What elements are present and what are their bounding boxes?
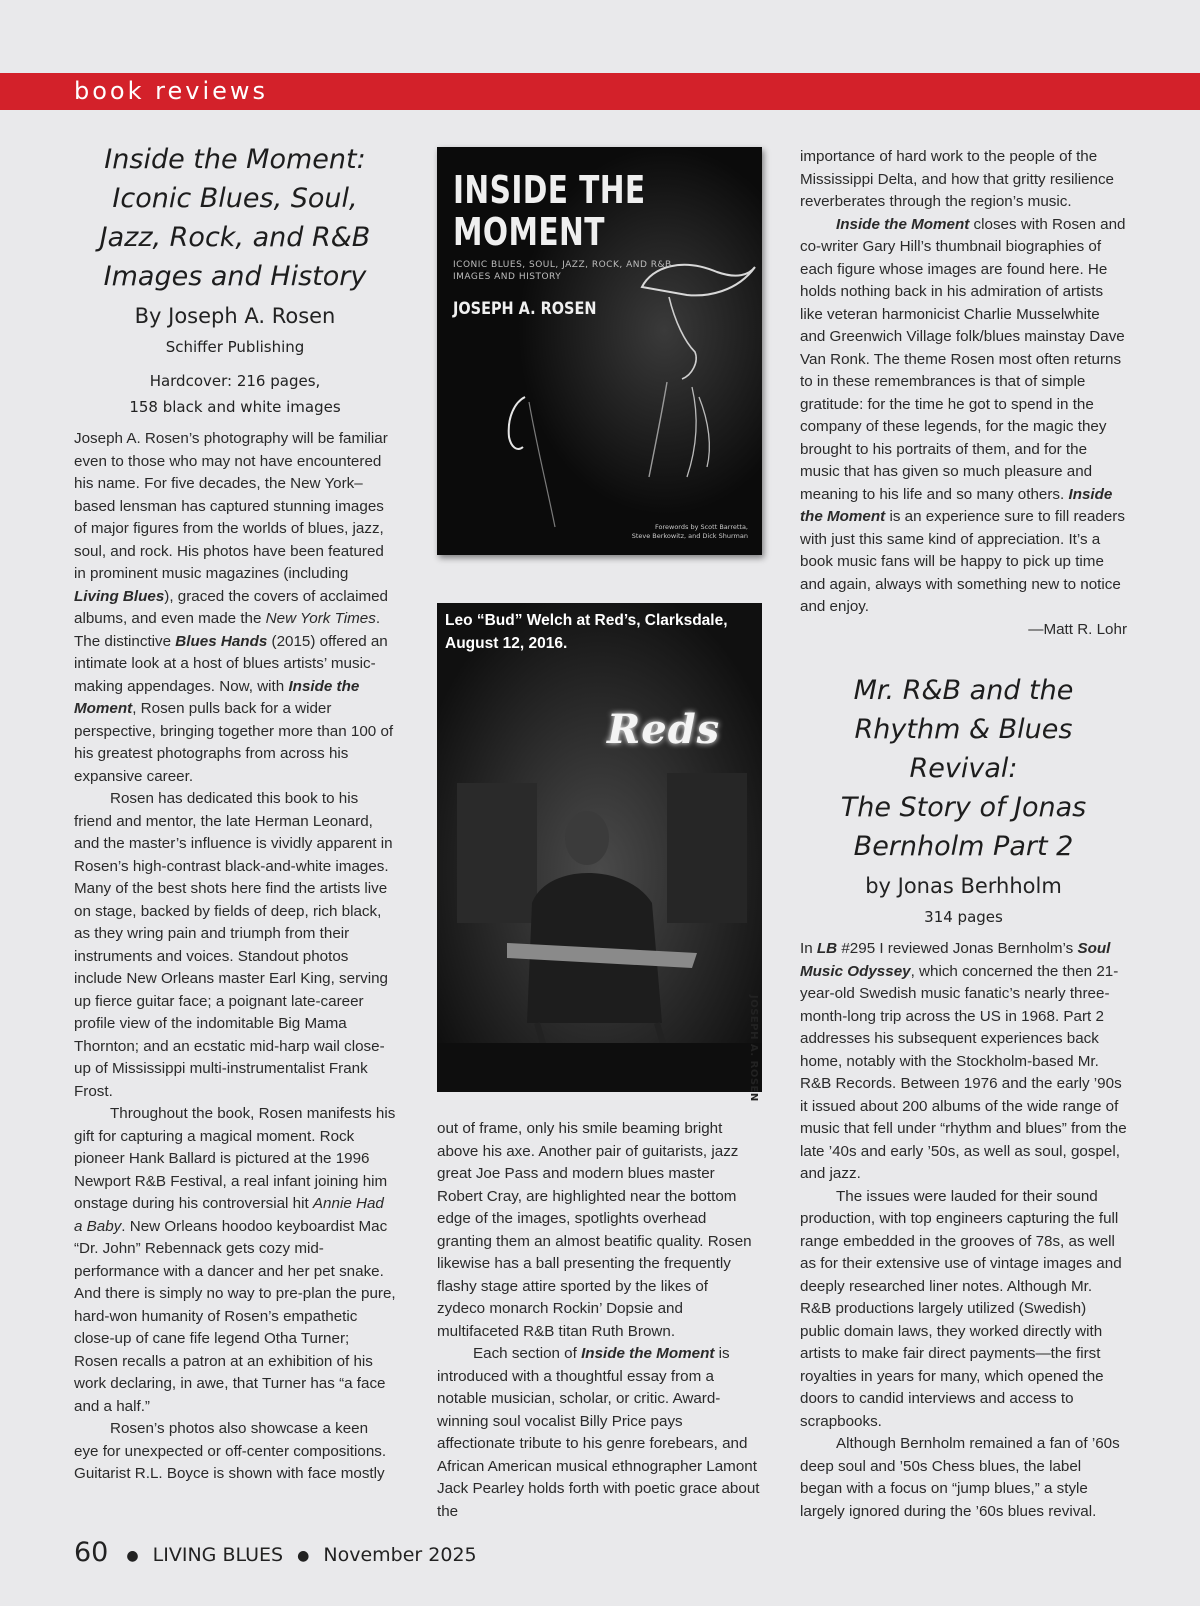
review1-title-line: Images and History (103, 261, 367, 292)
page-number: 60 (74, 1537, 109, 1568)
review2-title-line: Bernholm Part 2 (853, 831, 1074, 862)
review2-body (800, 938, 1127, 1523)
paragraph (800, 214, 1127, 619)
review1-body-end (800, 146, 1127, 641)
paragraph (800, 938, 1127, 1186)
text-run: Joseph A. Rosen’s photography will be familiar even to those who may not have encountered his name. For five decades, the New York–based lensman has captured stunning images of major figures from the worlds of blues, jazz, soul, and rock. His photos have been featured in prominent music magazines (including (74, 430, 388, 582)
cover-foreword (578, 523, 748, 541)
review1-title-line: Inside the Moment: (104, 144, 366, 175)
text-run: In (800, 940, 817, 957)
paragraph: out of frame, only his smile beaming bright above his axe. Another pair of guitarists, jazz great Joe Pass and modern blues master Robert Cray, are highlighted near the bottom edge of the images, spotlights overhead granting them an almost beatific quality. Rosen likewise has a ball presenting the frequently flashy stage attire sported by the likes of zydeco monarch Rockin’ Dopsie and multifaceted R&B titan Ruth Brown. (437, 1120, 752, 1340)
cover-title-line2: MOMENT (453, 210, 605, 254)
column-left (74, 140, 396, 1486)
photo-credit: JOSEPH A. ROSEN (748, 995, 759, 1102)
page-footer (74, 1537, 477, 1568)
review1-body (74, 428, 396, 1486)
book-title: Inside the Moment (800, 485, 1113, 525)
book-title: Inside the Moment (74, 677, 360, 717)
review2-author: by Jonas Berhholm (865, 874, 1062, 898)
review1-format (74, 368, 396, 420)
review1-body-continued (437, 1118, 760, 1523)
paragraph: Rosen has dedicated this book to his friend and mentor, the late Herman Leonard, and the master’s influence is vividly apparent in Rosen’s high-contrast black-and-white images. Many of the best shots here find the artists live on stage, backed by fields of deep, rich black, as they wring pain and triumph from their instruments and voices. Standout photos include New Orleans master Earl King, serving up fierce guitar face; a poignant late-career profile view of the indomitable Big Mama Thornton; and an ecstatic mid-harp wail close-up of Mississippi multi-instrumentalist Frank Frost. (74, 790, 393, 1100)
paragraph (74, 428, 396, 788)
review1-format-line1: Hardcover: 216 pages, (149, 372, 321, 390)
text-run: , which concerned the then 21-year-old Swedish music fanatic’s nearly three-month-long trip across the US in 1968. Part 2 addresses his subsequent experiences back home, notably with the Stockholm-based Mr. R&B Records. Between 1976 and the early ’90s it issued about 200 albums of the wide range of music that fell under “rhythm and blues” from the late ’40s and early ’50s, as well as soul, gospel, and jazz. (800, 962, 1127, 1182)
review1-title-line: Iconic Blues, Soul, (112, 183, 358, 214)
review2-title-line: The Story of Jonas (840, 792, 1087, 823)
book-title: Inside the Moment (581, 1345, 715, 1362)
bullet-separator: ● (126, 1547, 139, 1564)
paragraph: Although Bernholm remained a fan of ’60s deep soul and ’50s Chess blues, the label began with a focus on “jump blues,” a style largely ignored during the ’60s blues revival. (800, 1435, 1120, 1520)
text-run: , Rosen pulls back for a wider perspective, bringing together more than 100 of his greatest photographs from across his expansive career. (74, 700, 394, 785)
column-right (800, 146, 1127, 1523)
review2-pages: 314 pages (924, 908, 1003, 926)
song-title: Annie Had a Baby (74, 1195, 384, 1235)
book-title: Inside the Moment (836, 215, 970, 233)
paragraph: Rosen’s photos also showcase a keen eye for unexpected or off-center compositions. Guitarist R.L. Boyce is shown with face mostly (74, 1420, 387, 1482)
section-label: book reviews (74, 77, 269, 105)
text-run: #295 I reviewed Jonas Bernholm’s (837, 940, 1078, 957)
review1-format-line2: 158 black and white images (129, 398, 341, 416)
review1-title-line: Jazz, Rock, and R&B (99, 222, 371, 253)
cover-title (453, 169, 646, 253)
cover-foreword-line2: Steve Berkowitz, and Dick Shurman (631, 532, 748, 540)
review1-publisher: Schiffer Publishing (165, 338, 305, 356)
text-run: ), graced the covers of acclaimed albums, and even made the (74, 587, 388, 627)
issue-date: November 2025 (323, 1544, 477, 1566)
musician-photo (437, 603, 762, 1092)
review2-title-line: Rhythm & Blues Revival: (854, 714, 1073, 784)
column-middle (437, 1118, 760, 1523)
magazine-abbrev: LB (816, 940, 838, 957)
review1-signature: —Matt R. Lohr (1028, 620, 1127, 638)
text-run: is an experience sure to fill readers with just this same kind of appreciation. It’s a book music fans will be happy to pick up time and again, always with something new to notice and enjoy. (800, 508, 1125, 615)
neon-sign: Reds (607, 706, 721, 753)
paragraph: The issues were lauded for their sound production, with top engineers capturing the full range embedded in the grooves of 78s, as well as for their extensive use of vintage images and deeply researched liner notes. Although Mr. R&B productions largely utilized (Swedish) public domain laws, they worked directly with artists to make fair direct payments—the first royalties in years for many, which opened the doors to candid interviews and access to scrapbooks. (800, 1187, 1122, 1430)
cover-author: JOSEPH A. ROSEN (453, 299, 597, 319)
photo-scene-art (437, 603, 762, 1092)
paragraph: importance of hard work to the people of the Mississippi Delta, and how that gritty resilience reverberates through the region’s music. (800, 148, 1115, 210)
magazine-title: Living Blues (74, 587, 165, 605)
paragraph (437, 1343, 760, 1523)
text-run: Throughout the book, Rosen manifests his gift for capturing a magical moment. Rock pioneer Hank Ballard is pictured at the 1996 Newport R&B Festival, a real infant joining him onstage during his controversial hit (74, 1105, 396, 1212)
text-run: (2015) offered an intimate look at a host of blues artists’ music-making appendages. Now, with (74, 632, 388, 695)
text-run: Each section of (473, 1345, 582, 1362)
book-title: Blues Hands (175, 632, 268, 650)
text-run: . The distinctive (74, 610, 381, 650)
text-run: . New Orleans hoodoo keyboardist Mac “Dr. John” Rebennack gets cozy mid-performance with a dancer and her pet snake. And there is simply no way to pre-plan the pure, hard-won humanity of Rosen’s empathetic close-up of cane fife legend Otha Turner; Rosen recalls a patron at an exhibition of his work declaring, in awe, that Turner has “a face and a half.” (74, 1217, 396, 1415)
publication-title: New York Times (265, 610, 376, 627)
cover-title-line1: INSIDE THE (453, 168, 646, 212)
bullet-separator: ● (297, 1547, 310, 1564)
book-title: Soul Music Odyssey (800, 940, 1111, 980)
review1-title (74, 140, 396, 296)
review1-author: By Joseph A. Rosen (134, 304, 336, 328)
paragraph (74, 1103, 396, 1418)
book-cover-image (437, 147, 762, 555)
cover-foreword-line1: Forewords by Scott Barretta, (655, 523, 748, 531)
review2-title-line: Mr. R&B and the (853, 675, 1074, 706)
text-run: is introduced with a thoughtful essay from a notable musician, scholar, or critic. Award-winning soul vocalist Billy Price pays affectionate tribute to his genre forebears, and African American musical ethnographer Lamont Jack Pearley holds forth with poetic grace about the (437, 1345, 760, 1520)
cover-subtitle: ICONIC BLUES, SOUL, JAZZ, ROCK, AND R&B IMAGES AND HISTORY (453, 260, 672, 282)
photo-caption: Leo “Bud” Welch at Red’s, Clarksdale, August 12, 2016. (445, 612, 728, 652)
magazine-name: LIVING BLUES (152, 1544, 284, 1566)
review2-title (800, 671, 1127, 866)
section-header-bar (0, 73, 1200, 110)
text-run: closes with Rosen and co-writer Gary Hill’s thumbnail biographies of each figure whose images are found here. He holds nothing back in his admiration of artists like veteran harmonicist Charlie Musselwhite and Greenwich Village folk/blues mainstay Dave Van Ronk. The theme Rosen most often returns to in these remembrances is that of simple gratitude: for the time he got to spend in the company of these legends, for the magic they brought to his portraits of them, and for the music that has given so much pleasure and meaning to his life and so many others. (800, 215, 1126, 503)
